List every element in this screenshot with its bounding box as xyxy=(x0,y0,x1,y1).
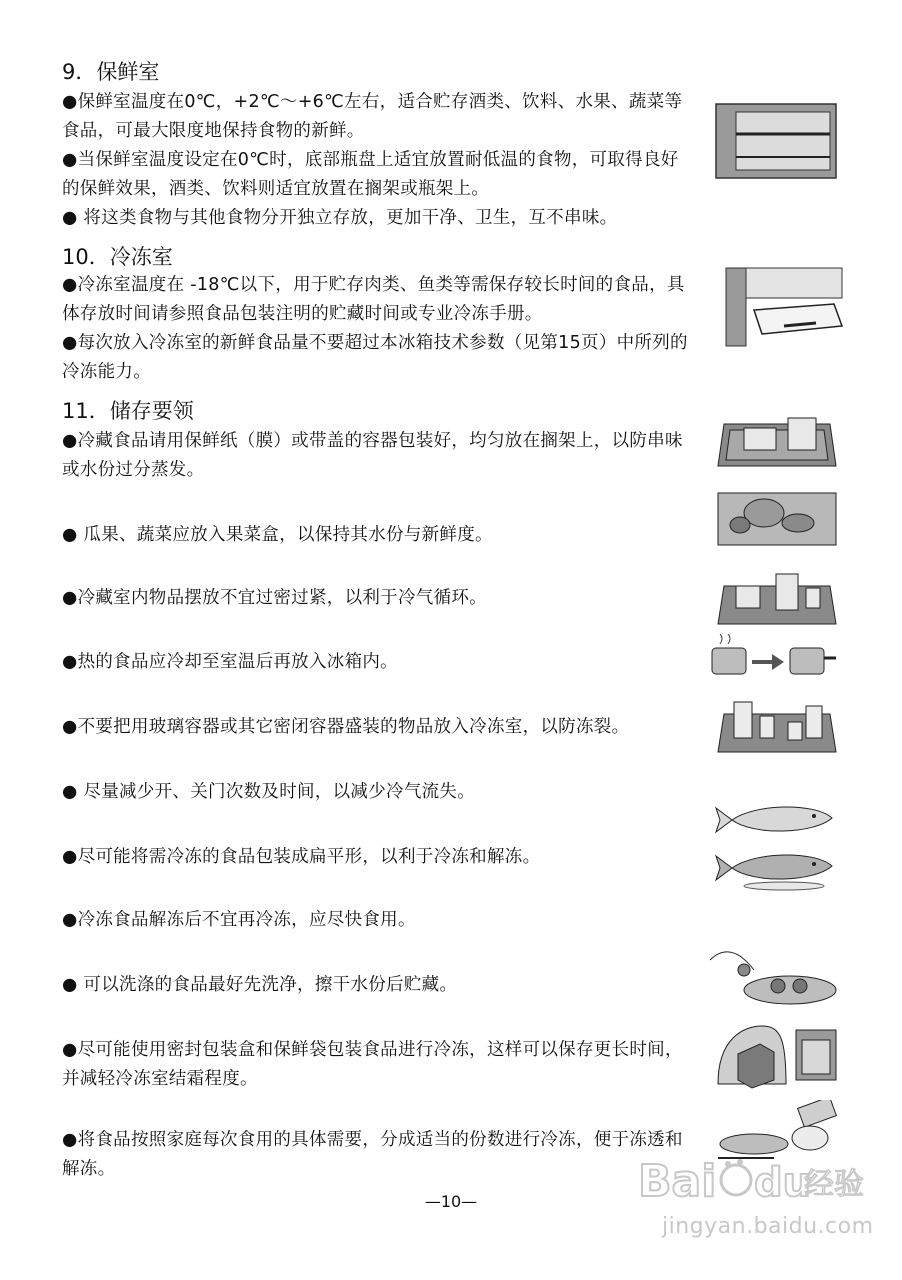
list-item: ●冷冻食品解冻后不宜再冷冻，应尽快食用。 xyxy=(62,910,416,930)
list-item: ●热的食品应冷却至室温后再放入冰箱内。 xyxy=(62,652,398,672)
section-title-11: 11．储存要领 xyxy=(62,399,194,423)
paragraph: ●保鲜室温度在0℃，+2℃～+6℃左右，适合贮存酒类、饮料、水果、蔬菜等食品，可最大限度地保持食物的新鲜。 xyxy=(62,92,683,141)
flat-wrapped-fish-illustration xyxy=(714,846,840,892)
covered-containers-tray-illustration xyxy=(714,410,840,470)
paragraph: ● 将这类食物与其他食物分开独立存放，更加干净、卫生，互不串味。 xyxy=(62,208,618,228)
glass-containers-tray-illustration xyxy=(714,696,840,756)
fish-illustration xyxy=(714,800,840,840)
vegetable-crisper-illustration xyxy=(714,487,840,549)
page-number: —10— xyxy=(424,1192,478,1211)
paragraph: ●当保鲜室温度设定在0℃时，底部瓶盘上适宜放置耐低温的食物，可取得良好的保鲜效果，酒类、饮料则适宜放置在搁架或瓶架上。 xyxy=(62,150,679,199)
hot-pot-cooling-illustration xyxy=(706,634,840,682)
sealed-box-and-bag-illustration xyxy=(714,1018,840,1094)
section-title-10: 10．冷冻室 xyxy=(62,245,173,269)
list-item: ● 尽量减少开、关门次数及时间，以减少冷气流失。 xyxy=(62,782,476,802)
baidu-jingyan-watermark-logo xyxy=(632,1150,872,1210)
watermark-url: jingyan.baidu.com xyxy=(662,1214,874,1239)
freezer-drawer-illustration xyxy=(724,266,844,350)
list-item: ●尽可能使用密封包装盒和保鲜袋包装食品进行冷冻，这样可以保存更长时间，并减轻冷冻室结霜程度。 xyxy=(62,1040,683,1089)
washing-food-illustration xyxy=(706,940,840,1010)
section-10-body xyxy=(62,271,694,387)
list-item: ●不要把用玻璃容器或其它密闭容器盛装的物品放入冷冻室，以防冻裂。 xyxy=(62,717,630,737)
svg-text:经验: 经验 xyxy=(804,1167,864,1202)
list-item: ● 瓜果、蔬菜应放入果菜盒，以保持其水份与新鲜度。 xyxy=(62,525,493,545)
list-item: ●尽可能将需冷冻的食品包装成扁平形，以利于冷冻和解冻。 xyxy=(62,847,541,867)
list-item: ●冷藏食品请用保鲜纸（膜）或带盖的容器包装好，均匀放在搁架上，以防串味或水份过分蒸发。 xyxy=(62,431,683,480)
list-item: ● 可以洗涤的食品最好先洗净，擦干水份后贮藏。 xyxy=(62,975,458,995)
paragraph: ●每次放入冷冻室的新鲜食品量不要超过本冰箱技术参数（见第15页）中所列的冷冻能力。 xyxy=(62,333,688,382)
list-item: ●冷藏室内物品摆放不宜过密过紧，以利于冷气循环。 xyxy=(62,588,487,608)
svg-text:Bai: Bai xyxy=(638,1156,717,1207)
paragraph: ●冷冻室温度在 -18℃以下，用于贮存肉类、鱼类等需保存较长时间的食品，具体存放时间请参照食品包装注明的贮藏时间或专业冷冻手册。 xyxy=(62,275,685,324)
fridge-compartment-illustration xyxy=(714,102,838,180)
spaced-items-tray-illustration xyxy=(714,568,840,628)
section-title-9: 9．保鲜室 xyxy=(62,60,160,84)
list-item: ●将食品按照家庭每次食用的具体需要，分成适当的份数进行冷冻，便于冻透和解冻。 xyxy=(62,1130,683,1179)
svg-text:du: du xyxy=(754,1160,812,1206)
section-9-body xyxy=(62,88,694,233)
